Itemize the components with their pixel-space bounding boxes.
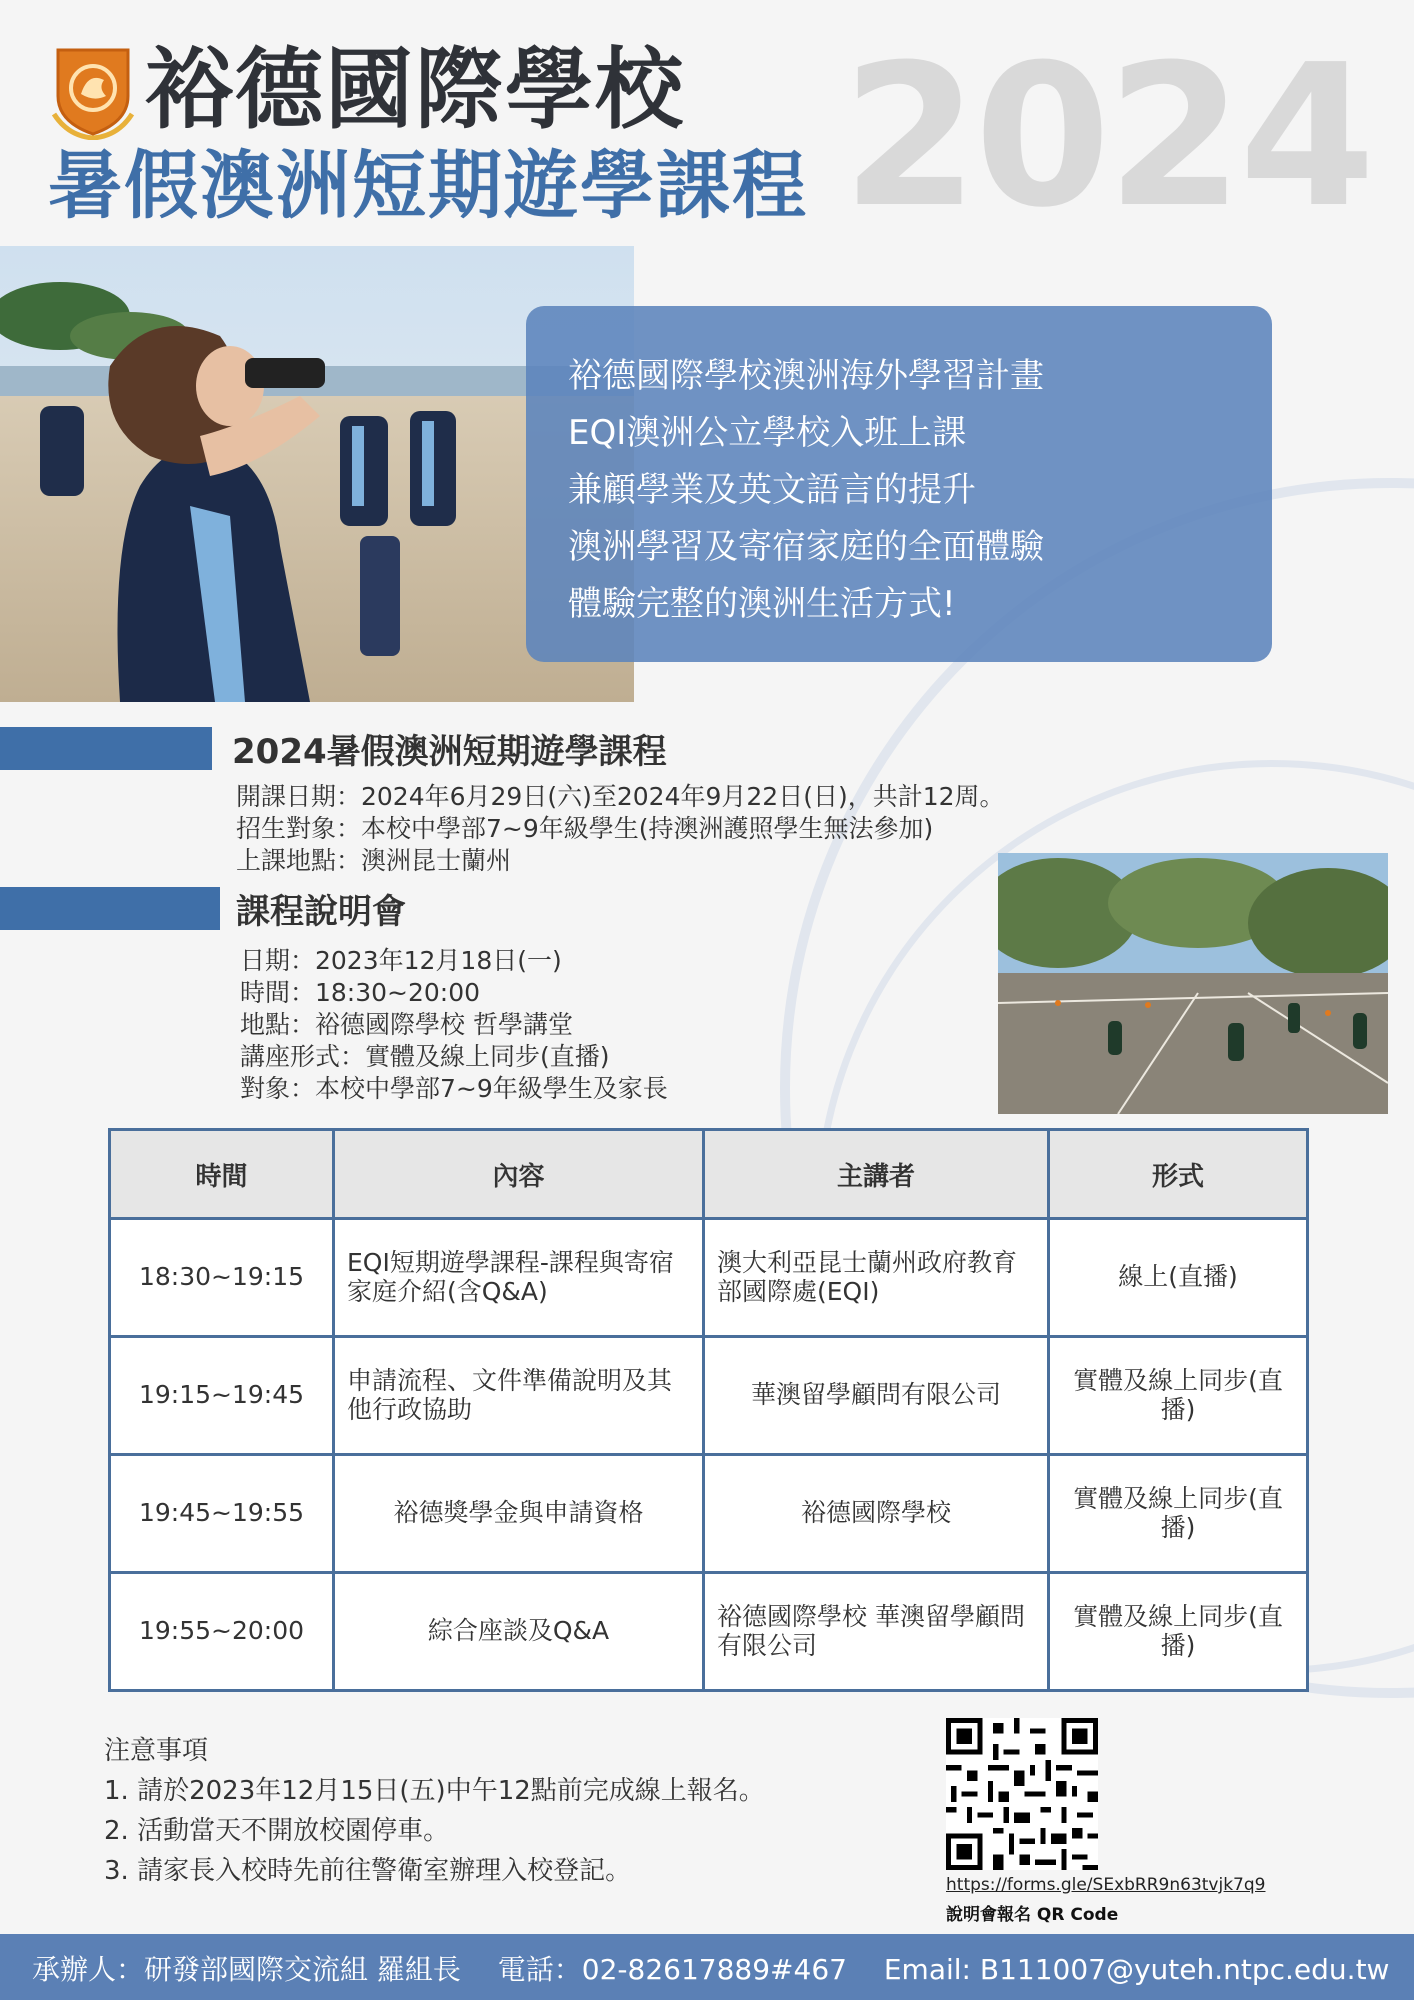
- registration-qr-code[interactable]: [946, 1718, 1098, 1870]
- table-cell-speaker: 裕德國際學校 華澳留學顧問有限公司: [704, 1573, 1049, 1691]
- intro-line: 澳洲學習及寄宿家庭的全面體驗: [568, 527, 1044, 567]
- footer-contact: 承辦人：研發部國際交流組 羅組長 電話：02-82617889#467 Email: B111007@yuteh.ntpc.edu.tw: [32, 1953, 1390, 1986]
- table-cell-content: EQI短期遊學課程-課程與寄宿家庭介紹(含Q&A): [334, 1219, 704, 1337]
- table-row: [110, 1219, 1308, 1337]
- seminar-info-line: 時間：18:30~20:00: [240, 978, 481, 1007]
- column-header: 形式: [1049, 1130, 1308, 1219]
- qr-caption: 說明會報名 QR Code: [946, 1905, 1119, 1925]
- program-title: 暑假澳洲短期遊學課程: [48, 143, 808, 229]
- course-info-line: 招生對象：本校中學部7~9年級學生(持澳洲護照學生無法參加): [236, 814, 934, 843]
- table-cell-content: 申請流程、文件準備說明及其他行政協助: [334, 1337, 704, 1455]
- table-cell-time: 18:30~19:15: [110, 1219, 334, 1337]
- note-item: 2. 活動當天不開放校園停車。: [104, 1816, 450, 1846]
- intro-line: 裕德國際學校澳洲海外學習計畫: [568, 356, 1044, 396]
- table-row: [110, 1573, 1308, 1691]
- table-cell-format: 實體及線上同步(直播): [1049, 1337, 1308, 1455]
- seminar-section-title: 課程說明會: [236, 892, 406, 932]
- table-cell-speaker: 裕德國際學校: [704, 1455, 1049, 1573]
- seminar-info-line: 對象：本校中學部7~9年級學生及家長: [240, 1074, 668, 1103]
- column-header: 內容: [334, 1130, 704, 1219]
- course-info-line: 上課地點：澳洲昆士蘭州: [236, 846, 512, 875]
- intro-line: 兼顧學業及英文語言的提升: [568, 470, 976, 510]
- table-cell-content: 裕德獎學金與申請資格: [334, 1455, 704, 1573]
- year-watermark: 2024: [842, 23, 1372, 251]
- table-cell-content: 綜合座談及Q&A: [334, 1573, 704, 1691]
- table-header-row: [110, 1130, 1308, 1219]
- school-name: 裕德國際學校: [145, 38, 686, 141]
- table-cell-format: 線上(直播): [1049, 1219, 1308, 1337]
- course-section-title: 2024暑假澳洲短期遊學課程: [232, 732, 667, 772]
- course-section-bar: [0, 727, 212, 770]
- seminar-info-line: 講座形式：實體及線上同步(直播): [240, 1042, 610, 1071]
- seminar-info-line: 地點：裕德國際學校 哲學講堂: [240, 1010, 573, 1039]
- table-cell-format: 實體及線上同步(直播): [1049, 1455, 1308, 1573]
- notes-title: 注意事項: [104, 1736, 209, 1766]
- column-header: 時間: [110, 1130, 334, 1219]
- intro-box: [526, 306, 1272, 662]
- note-item: 1. 請於2023年12月15日(五)中午12點前完成線上報名。: [104, 1776, 765, 1806]
- note-item: 3. 請家長入校時先前往警衛室辦理入校登記。: [104, 1856, 632, 1886]
- intro-line: 體驗完整的澳洲生活方式!: [568, 584, 956, 624]
- course-info-line: 開課日期：2024年6月29日(六)至2024年9月22日(日)，共計12周。: [236, 782, 1005, 811]
- table-cell-speaker: 華澳留學顧問有限公司: [704, 1337, 1049, 1455]
- footer-bar: [0, 1934, 1414, 2000]
- table-row: [110, 1337, 1308, 1455]
- seminar-info-line: 日期：2023年12月18日(一): [240, 946, 562, 975]
- table-cell-speaker: 澳大利亞昆士蘭州政府教育部國際處(EQI): [704, 1219, 1049, 1337]
- registration-link[interactable]: https://forms.gle/SExbRR9n63tvjk7q9: [946, 1875, 1266, 1895]
- table-cell-time: 19:55~20:00: [110, 1573, 334, 1691]
- table-cell-format: 實體及線上同步(直播): [1049, 1573, 1308, 1691]
- table-row: [110, 1455, 1308, 1573]
- school-logo-icon: [48, 44, 138, 140]
- schedule-table: [108, 1128, 1309, 1692]
- column-header: 主講者: [704, 1130, 1049, 1219]
- table-cell-time: 19:45~19:55: [110, 1455, 334, 1573]
- intro-line: EQI澳洲公立學校入班上課: [568, 413, 967, 453]
- sports-court-photo: [998, 853, 1388, 1114]
- table-cell-time: 19:15~19:45: [110, 1337, 334, 1455]
- seminar-section-bar: [0, 887, 220, 930]
